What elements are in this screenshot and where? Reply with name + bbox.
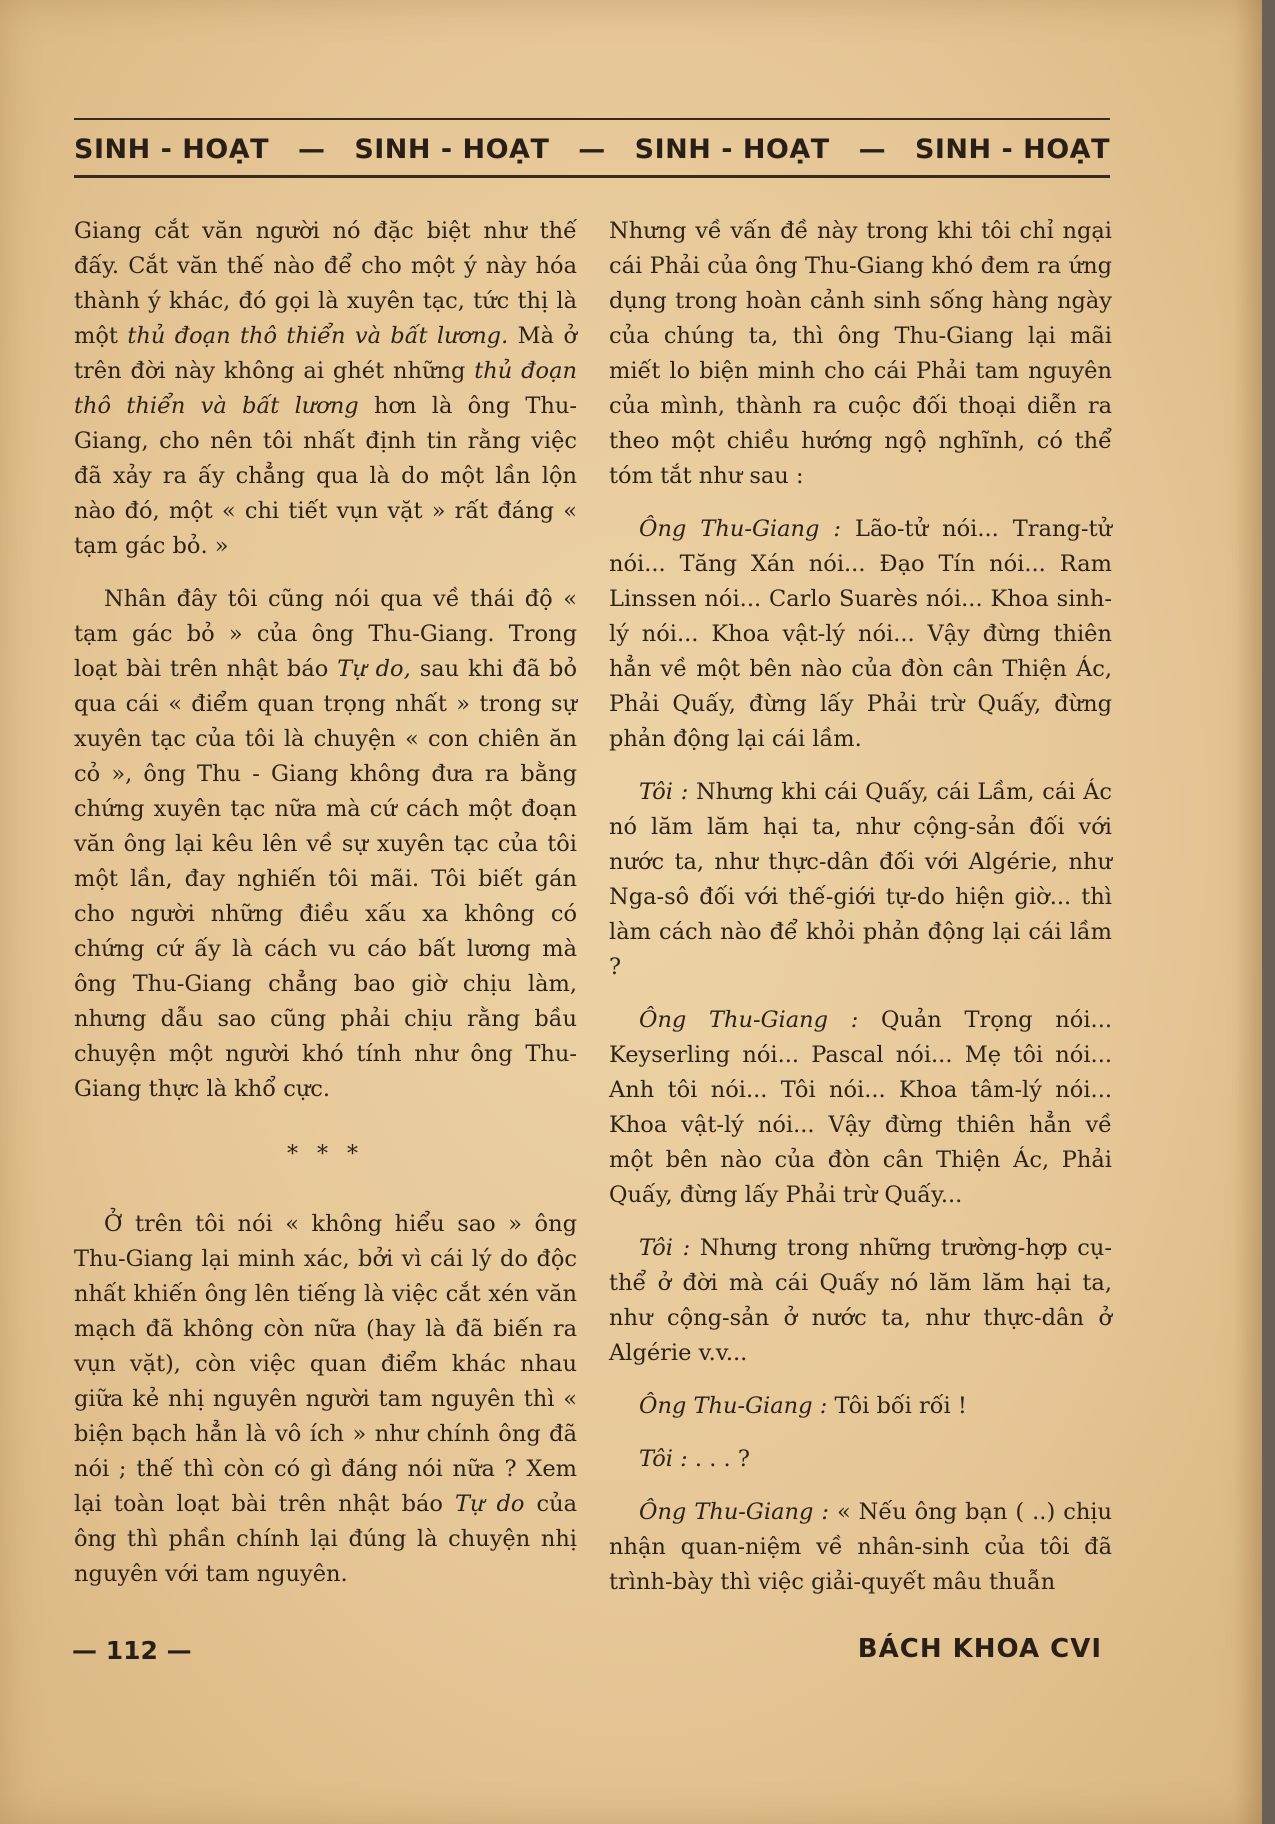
header-title-4: SINH - HOẠT (914, 134, 1110, 165)
section-divider-stars: * * * (287, 1142, 364, 1167)
dialogue-line (609, 1003, 1112, 1213)
dialogue-line (609, 775, 1112, 985)
italic-run: thủ đoạn thô thiển và bất lương (74, 358, 577, 419)
dialogue-line (609, 1389, 1112, 1424)
dialogue-text: « Nếu ông bạn ( ..) chịu nhận quan-niệm về nhân-sinh của tôi đã trình-bày thì việc giải-quyết mâu thuẫn (609, 1499, 1112, 1595)
header-title-1: SINH - HOẠT (74, 134, 270, 165)
dialogue-line (609, 1442, 1112, 1477)
paragraph (74, 582, 577, 1107)
speaker-label: Ông Thu-Giang : (639, 1393, 828, 1419)
dialogue-text: . . . ? (694, 1446, 750, 1472)
text-run: Giang cắt văn người nó đặc biệt như thế đấy. Cắt văn thế nào để cho một ý này hóa thành ý khác, đó gọi là xuyên tạc, tức thị là một (74, 218, 577, 349)
header-row (74, 134, 1110, 165)
section-header (74, 118, 1110, 178)
speaker-label: Ông Thu-Giang : (639, 516, 842, 542)
header-title-3: SINH - HOẠT (634, 134, 830, 165)
left-column (74, 214, 577, 1610)
text-run: Mà ở trên đời này không ai ghét những (74, 323, 578, 384)
speaker-label: Ông Thu-Giang : (639, 1007, 859, 1033)
header-separator-1: — (297, 134, 326, 165)
italic-run: thủ đoạn thô thiển và bất lương. (127, 323, 509, 349)
text-run: của ông thì phần chính lại đúng là chuyện nhị nguyên với tam nguyên. (74, 1491, 577, 1587)
page-number: — 112 — (72, 1636, 192, 1665)
text-run: sau khi đã bỏ qua cái « điểm quan trọng nhất » trong sự xuyên tạc của tôi là chuyện « con chiên ăn cỏ », ông Thu - Giang không đưa ra bằng chứng xuyên tạc nữa mà cứ cách một đoạn văn ông lại kêu lên về sự xuyên tạc của tôi một lần, đay nghiến tôi mãi. Tôi biết gán cho người những điều xấu xa không có chứng cứ ấy là cách vu cáo bất lương mà ông Thu-Giang chẳng bao giờ chịu làm, nhưng dẫu sao cũng phải chịu rằng bầu chuyện một người khó tính như ông Thu-Giang thực là khổ cực. (74, 656, 577, 1102)
dialogue-text: Nhưng trong những trường-hợp cụ-thể ở đời mà cái Quấy nó lăm lăm hại ta, như cộng-sản ở nước ta, như thực-dân ở Algérie v.v... (609, 1235, 1112, 1366)
italic-run: Tự do (455, 1491, 525, 1517)
speaker-label: Tôi : (639, 1235, 691, 1261)
paragraph (609, 214, 1112, 494)
header-title-2: SINH - HOẠT (354, 134, 550, 165)
header-separator-3: — (858, 134, 887, 165)
header-separator-2: — (578, 134, 606, 165)
speaker-label: Ông Thu-Giang : (639, 1499, 829, 1525)
dialogue-text: Lão-tử nói... Trang-tử nói... Tăng Xán nói... Đạo Tín nói... Ram Linssen nói... Carlo Suarès nói... Khoa sinh-lý nói... Khoa vật-lý nói... Vậy đừng thiên hẳn về một bên nào của đòn cân Thiện Ác, Phải Quấy, đừng lấy Phải trừ Quấy, đừng phản động lại cái lầm. (609, 516, 1112, 752)
dialogue-line (609, 1495, 1112, 1600)
text-run: Nhưng về vấn đề này trong khi tôi chỉ ngại cái Phải của ông Thu-Giang khó đem ra ứng dụng trong hoàn cảnh sinh sống hàng ngày của chúng ta, thì ông Thu-Giang lại mãi miết lo biện minh cho cái Phải tam nguyên của mình, thành ra cuộc đối thoại diễn ra theo một chiều hướng ngộ nghĩnh, có thể tóm tắt như sau : (609, 218, 1112, 489)
header-rule-bottom (74, 175, 1110, 178)
dialogue-line (609, 512, 1112, 757)
dialogue-line (609, 1231, 1112, 1371)
paragraph (74, 214, 577, 564)
header-rule-top (74, 118, 1110, 120)
paragraph (74, 1207, 577, 1592)
text-run: Ở trên tôi nói « không hiểu sao » ông Thu-Giang lại minh xác, bởi vì cái lý do độc nhất khiến ông lên tiếng là việc cắt xén văn mạch đã không còn nữa (hay là đã biến ra vụn vặt), còn việc quan điểm khác nhau giữa kẻ nhị nguyên người tam nguyên thì « biện bạch hẳn là vô ích » như chính ông đã nói ; thế thì còn có gì đáng nói nữa ? Xem lại toàn loạt bài trên nhật báo (74, 1211, 577, 1517)
speaker-label: Tôi : (639, 1446, 688, 1472)
italic-run: Tự do, (337, 656, 411, 682)
text-run: hơn là ông Thu-Giang, cho nên tôi nhất định tin rằng việc đã xảy ra ấy chẳng qua là do một lần lộn nào đó, một « chi tiết vụn vặt » rất đáng « tạm gác bỏ. » (74, 393, 577, 559)
right-column (609, 214, 1112, 1618)
speaker-label: Tôi : (639, 779, 689, 805)
dialogue-text: Tôi bối rối ! (834, 1393, 967, 1419)
dialogue-text: Nhưng khi cái Quấy, cái Lầm, cái Ác nó lăm lăm hại ta, như cộng-sản đối với nước ta, như thực-dân đối với Algérie, như Nga-sô đối với thế-giới tự-do hiện giờ... thì làm cách nào để khỏi phản động lại cái lầm ? (609, 779, 1112, 980)
dialogue-text: Quản Trọng nói... Keyserling nói... Pascal nói... Mẹ tôi nói... Anh tôi nói... Tôi nói... Khoa tâm-lý nói... Khoa vật-lý nói... Vậy đừng thiên hẳn về một bên nào của đòn cân Thiện Ác, Phải Quấy, đừng lấy Phải trừ Quấy... (609, 1007, 1112, 1208)
text-run: Nhân đây tôi cũng nói qua về thái độ « tạm gác bỏ » của ông Thu-Giang. Trong loạt bài trên nhật báo (74, 586, 577, 682)
publication-name: BÁCH KHOA CVI (857, 1634, 1102, 1664)
